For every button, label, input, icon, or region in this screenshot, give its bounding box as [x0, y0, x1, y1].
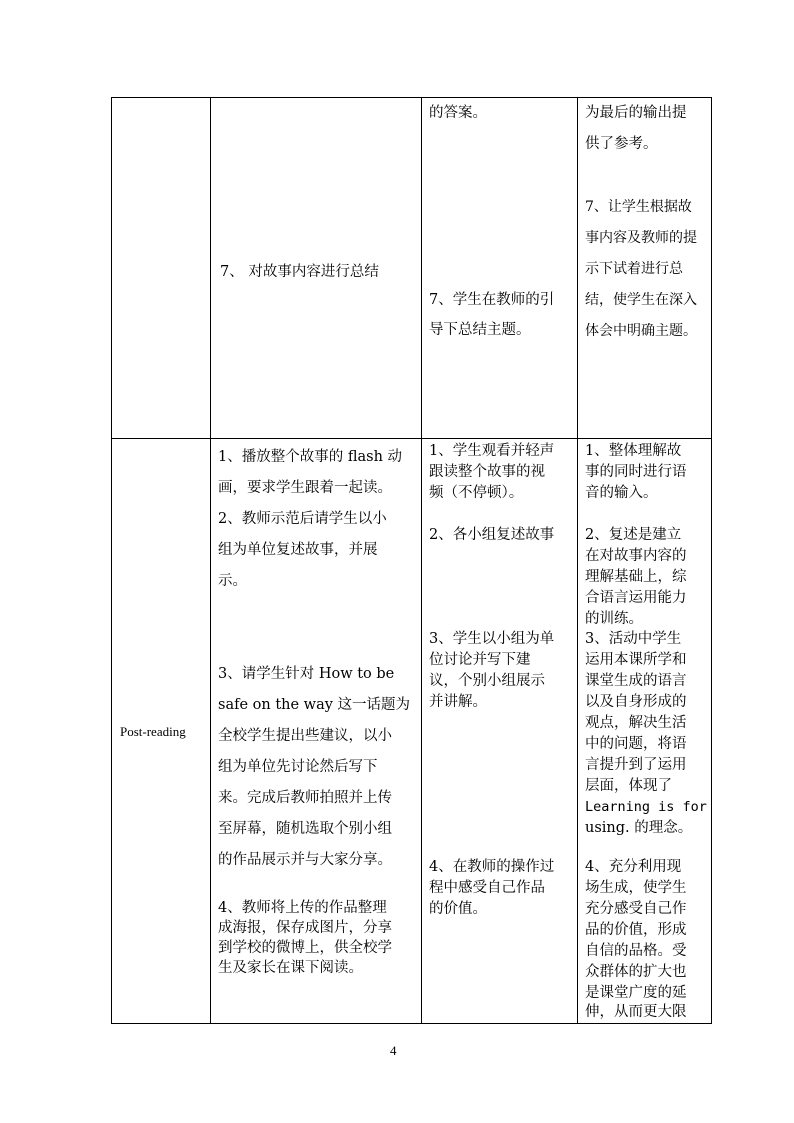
design-intent-text: 合语言运用能力: [585, 590, 687, 606]
student-activity-text: 导下总结主题。: [429, 322, 531, 338]
row-divider: [111, 438, 712, 439]
design-intent-text: 众群体的扩大也: [585, 964, 687, 980]
student-activity-text: 的答案。: [429, 105, 487, 121]
design-intent-text: 层面，体现了: [585, 778, 672, 794]
student-activity-text: 4、在教师的操作过: [429, 859, 555, 875]
teacher-activity-text: 4、教师将上传的作品整理: [218, 900, 387, 916]
teacher-activity-text: 至屏幕，随机选取个别小组: [218, 821, 392, 837]
teacher-activity-text: 组为单位复述故事，并展: [218, 542, 378, 558]
student-activity-text: 1、学生观看并轻声: [429, 443, 555, 459]
teacher-activity-text: 组为单位先讨论然后写下: [218, 759, 378, 775]
teacher-activity-text: 的作品展示并与大家分享。: [218, 852, 392, 868]
stage-label: Post-reading: [120, 724, 186, 739]
design-intent-text: 课堂生成的语言: [585, 673, 687, 689]
design-intent-text: 是课堂广度的延: [585, 985, 687, 1001]
teacher-activity-text: 来。完成后教师拍照并上传: [218, 790, 392, 806]
design-intent-text: 供了参考。: [585, 136, 658, 152]
teacher-activity-text: safe on the way 这一话题为: [218, 697, 411, 713]
design-intent-text: 事的同时进行语: [585, 464, 687, 480]
design-intent-text: 品的价值，形成: [585, 922, 687, 938]
design-intent-text: 为最后的输出提: [585, 105, 687, 121]
student-activity-text: 程中感受自己作品: [429, 880, 545, 896]
design-intent-text: 充分感受自己作: [585, 901, 687, 917]
design-intent-text: 观点，解决生活: [585, 715, 687, 731]
design-intent-text: 结，使学生在深入: [585, 292, 697, 308]
teacher-activity-text: 生及家长在课下阅读。: [218, 960, 363, 976]
table-top-border: [111, 97, 712, 98]
student-activity-text: 的价值。: [429, 901, 487, 917]
design-intent-text: 体会中明确主题。: [585, 323, 697, 339]
design-intent-text: using. 的理念。: [585, 820, 693, 836]
design-intent-text: 中的问题，将语: [585, 736, 687, 752]
teacher-activity-text: 画，要求学生跟着一起读。: [218, 480, 392, 496]
column-divider-3: [577, 97, 578, 1024]
design-intent-text: 理解基础上，综: [585, 569, 687, 585]
design-intent-text: 场生成，使学生: [585, 880, 687, 896]
teacher-activity-text: 3、请学生针对 How to be: [218, 666, 395, 682]
design-intent-text: Learning is for: [585, 799, 707, 815]
teacher-activity-text: 全校学生提出些建议，以小: [218, 728, 392, 744]
design-intent-text: 4、充分利用现: [585, 859, 682, 875]
teacher-activity-text: 成海报，保存成图片，分享: [218, 920, 392, 936]
design-intent-text: 自信的品格。受: [585, 943, 687, 959]
student-activity-text: 频（不停顿）。: [429, 485, 524, 501]
teacher-activity-text: 到学校的微博上，供全校学: [218, 940, 392, 956]
design-intent-text: 以及自身形成的: [585, 694, 687, 710]
design-intent-text: 的训练。: [585, 611, 643, 627]
table-left-border: [111, 97, 112, 1024]
design-intent-text: 伸，从而更大限: [585, 1004, 687, 1020]
page-number: 4: [390, 1043, 397, 1058]
student-activity-text: 跟读整个故事的视: [429, 464, 545, 480]
design-intent-text: 言提升到了运用: [585, 757, 687, 773]
student-activity-text: 2、各小组复述故事: [429, 527, 555, 543]
student-activity-text: 7、学生在教师的引: [429, 292, 555, 308]
design-intent-text: 运用本课所学和: [585, 652, 687, 668]
student-activity-text: 议，个别小组展示: [429, 673, 545, 689]
design-intent-text: 示下试着进行总: [585, 261, 683, 277]
design-intent-text: 3、活动中学生: [585, 631, 682, 647]
design-intent-text: 音的输入。: [585, 485, 658, 501]
design-intent-text: 事内容及教师的提: [585, 230, 697, 246]
column-divider-1: [210, 97, 211, 1024]
design-intent-text: 1、整体理解故: [585, 443, 682, 459]
summary-step-text: 7、 对故事内容进行总结: [220, 264, 379, 280]
teacher-activity-text: 1、播放整个故事的 flash 动: [218, 449, 403, 465]
table-bottom-border: [111, 1023, 712, 1024]
column-divider-2: [421, 97, 422, 1024]
teacher-activity-text: 2、教师示范后请学生以小: [218, 511, 387, 527]
teacher-activity-text: 示。: [218, 573, 247, 589]
design-intent-text: 7、让学生根据故: [585, 199, 692, 215]
student-activity-text: 3、学生以小组为单: [429, 631, 555, 647]
student-activity-text: 并讲解。: [429, 694, 487, 710]
table-right-border: [711, 97, 712, 1024]
design-intent-text: 在对故事内容的: [585, 548, 687, 564]
design-intent-text: 2、复述是建立: [585, 527, 682, 543]
student-activity-text: 位讨论并写下建: [429, 652, 531, 668]
